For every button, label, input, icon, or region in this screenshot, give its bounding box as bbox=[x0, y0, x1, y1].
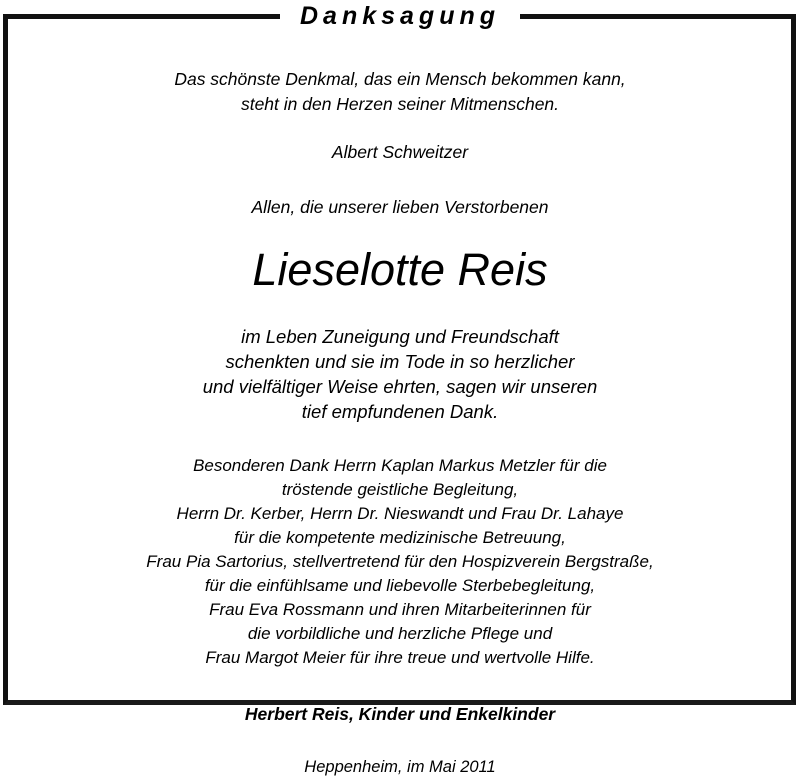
memorial-quote bbox=[38, 67, 762, 117]
special-thanks-line: Frau Margot Meier für ihre treue und wertvolle Hilfe. bbox=[205, 648, 595, 667]
tribute-line: und vielfältiger Weise ehrten, sagen wir unseren bbox=[202, 376, 598, 397]
tribute-text bbox=[38, 324, 762, 424]
special-thanks-line: die vorbildliche und herzliche Pflege und bbox=[247, 624, 553, 643]
special-thanks-line: für die kompetente medizinische Betreuung, bbox=[234, 528, 566, 547]
tribute-line: tief empfundenen Dank. bbox=[301, 401, 499, 422]
special-thanks-line: Herrn Dr. Kerber, Herrn Dr. Nieswandt und Frau Dr. Lahaye bbox=[176, 504, 624, 523]
special-thanks-text bbox=[38, 454, 762, 670]
special-thanks-line: Besonderen Dank Herrn Kaplan Markus Metzler für die bbox=[193, 456, 607, 475]
special-thanks-line: tröstende geistliche Begleitung, bbox=[281, 480, 519, 499]
tribute-line: schenkten und sie im Tode in so herzlicher bbox=[225, 351, 575, 372]
dedication-line: Allen, die unserer lieben Verstorbenen bbox=[251, 197, 549, 217]
place-and-date: Heppenheim, im Mai 2011 bbox=[304, 758, 496, 776]
memorial-quote-line: steht in den Herzen seiner Mitmenschen. bbox=[240, 94, 560, 114]
special-thanks-line: Frau Eva Rossmann und ihren Mitarbeiterinnen für bbox=[209, 600, 591, 619]
tribute-line: im Leben Zuneigung und Freundschaft bbox=[241, 326, 559, 347]
special-thanks-line: für die einfühlsame und liebevolle Sterbebegleitung, bbox=[204, 576, 596, 595]
survivors-signature: Herbert Reis, Kinder und Enkelkinder bbox=[244, 704, 556, 724]
deceased-name: Lieselotte Reis bbox=[252, 244, 548, 295]
memorial-quote-line: Das schönste Denkmal, das ein Mensch bekommen kann, bbox=[174, 69, 626, 89]
special-thanks-line: Frau Pia Sartorius, stellvertretend für den Hospizverein Bergstraße, bbox=[146, 552, 654, 571]
quote-attribution: Albert Schweitzer bbox=[331, 142, 469, 162]
page-title: Danksagung bbox=[280, 1, 520, 31]
notice-content bbox=[8, 19, 792, 776]
dedication-text bbox=[38, 195, 762, 220]
